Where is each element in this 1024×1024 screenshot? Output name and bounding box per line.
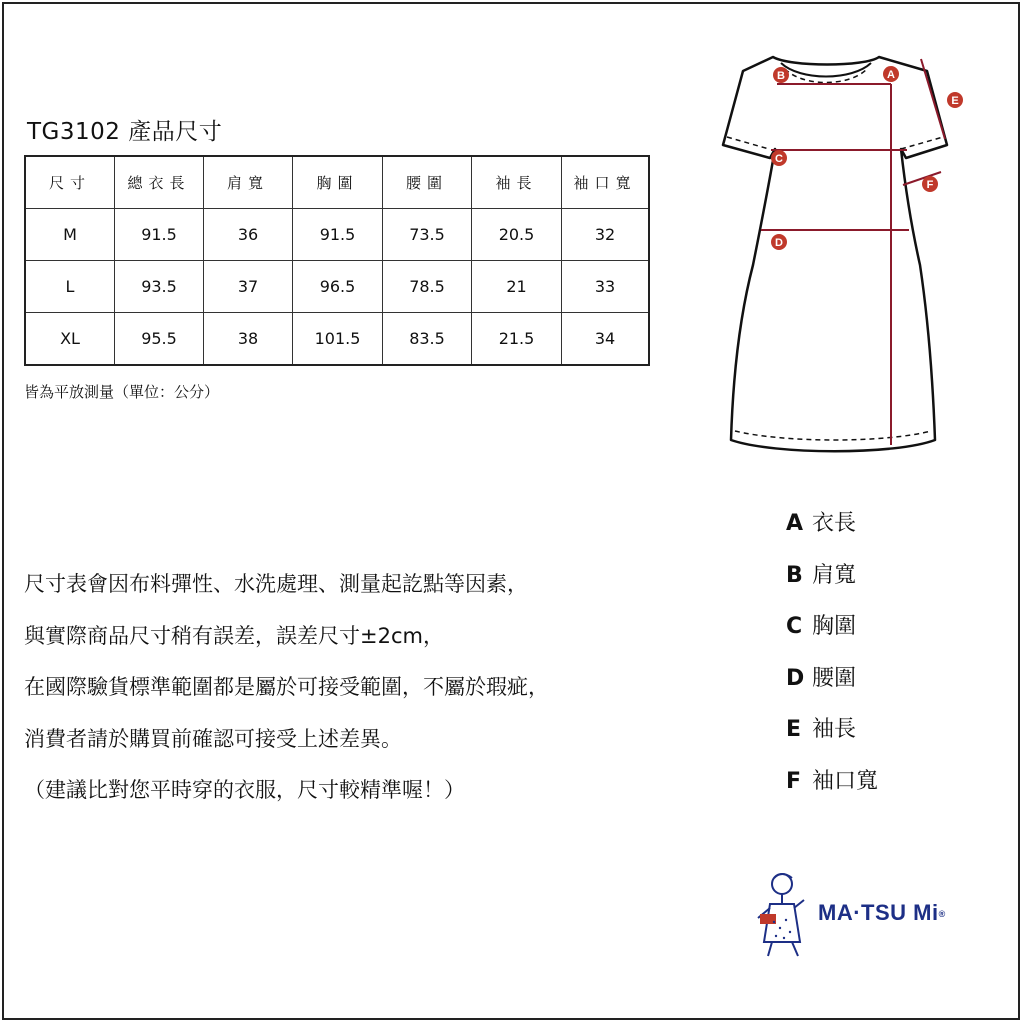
size-disclaimer bbox=[24, 559, 549, 817]
table-cell: 37 bbox=[204, 261, 293, 313]
hem-stitch bbox=[735, 431, 931, 440]
legend-key: D bbox=[786, 665, 805, 691]
header-shoulder: 肩寬 bbox=[204, 156, 293, 209]
table-cell: 33 bbox=[562, 261, 650, 313]
table-cell: 20.5 bbox=[472, 209, 562, 261]
legend-item bbox=[786, 653, 878, 705]
svg-text:F: F bbox=[926, 179, 934, 191]
table-cell: 36 bbox=[204, 209, 293, 261]
svg-text:C: C bbox=[775, 153, 783, 165]
measurement-note: 皆為平放測量（單位：公分） bbox=[24, 383, 220, 401]
disclaimer-line: 消費者請於購買前確認可接受上述差異。 bbox=[24, 726, 402, 751]
table-cell: M bbox=[25, 209, 115, 261]
legend-item bbox=[786, 550, 878, 602]
table-row bbox=[25, 313, 649, 366]
table-cell: 96.5 bbox=[293, 261, 383, 313]
legend-key: F bbox=[786, 768, 802, 794]
brand-mascot-icon bbox=[752, 870, 814, 960]
table-cell: L bbox=[25, 261, 115, 313]
table-cell: 38 bbox=[204, 313, 293, 366]
table-cell: 78.5 bbox=[383, 261, 472, 313]
size-table-header-row bbox=[25, 156, 649, 209]
disclaimer-line: 與實際商品尺寸稍有誤差，誤差尺寸±2cm， bbox=[24, 623, 444, 648]
header-sleeve-length: 袖長 bbox=[472, 156, 562, 209]
header-waist: 腰圍 bbox=[383, 156, 472, 209]
table-cell: 93.5 bbox=[115, 261, 204, 313]
disclaimer-line: 尺寸表會因布料彈性、水洗處理、測量起訖點等因素， bbox=[24, 572, 528, 596]
table-cell: 91.5 bbox=[293, 209, 383, 261]
table-cell: 83.5 bbox=[383, 313, 472, 366]
table-row bbox=[25, 261, 649, 313]
header-total-length: 總衣長 bbox=[115, 156, 204, 209]
table-cell: 21.5 bbox=[472, 313, 562, 366]
marker-f bbox=[922, 176, 938, 192]
brand-logo bbox=[818, 900, 946, 926]
marker-b bbox=[773, 67, 789, 83]
legend-item bbox=[786, 601, 878, 653]
table-cell: 34 bbox=[562, 313, 650, 366]
disclaimer-line: 在國際驗貨標準範圍都是屬於可接受範圍，不屬於瑕疵， bbox=[24, 675, 549, 699]
registered-mark: ® bbox=[938, 909, 946, 920]
marker-e bbox=[947, 92, 963, 108]
dress-outline bbox=[723, 57, 947, 451]
header-cuff-width: 袖口寬 bbox=[562, 156, 650, 209]
size-table bbox=[24, 155, 650, 366]
product-title: TG3102 產品尺寸 bbox=[27, 119, 223, 145]
legend-label: 肩寬 bbox=[812, 562, 857, 588]
legend-key: E bbox=[786, 717, 802, 742]
table-cell: 101.5 bbox=[293, 313, 383, 366]
disclaimer-line: （建議比對您平時穿的衣服，尺寸較精準喔！） bbox=[24, 778, 465, 802]
brand-name: MA·TSU Mi bbox=[818, 900, 939, 925]
table-cell: 73.5 bbox=[383, 209, 472, 261]
legend-key: B bbox=[786, 562, 803, 588]
svg-text:E: E bbox=[951, 95, 959, 107]
table-row bbox=[25, 209, 649, 261]
legend-label: 胸圍 bbox=[812, 614, 857, 639]
svg-text:A: A bbox=[887, 69, 895, 81]
marker-c bbox=[771, 150, 787, 166]
legend-key: A bbox=[786, 511, 804, 536]
marker-a bbox=[883, 66, 899, 82]
legend-item bbox=[786, 756, 878, 808]
header-chest: 胸圍 bbox=[293, 156, 383, 209]
legend-key: C bbox=[786, 614, 803, 639]
legend-item bbox=[786, 704, 878, 756]
legend-label: 腰圍 bbox=[812, 665, 857, 691]
table-cell: 91.5 bbox=[115, 209, 204, 261]
table-cell: 21 bbox=[472, 261, 562, 313]
legend-label: 袖口寬 bbox=[812, 768, 879, 794]
svg-text:B: B bbox=[777, 70, 785, 82]
table-cell: 32 bbox=[562, 209, 650, 261]
svg-text:D: D bbox=[775, 237, 783, 249]
sleeve-line bbox=[921, 59, 945, 139]
table-cell: 95.5 bbox=[115, 313, 204, 366]
header-size: 尺寸 bbox=[25, 156, 115, 209]
legend-label: 衣長 bbox=[812, 511, 857, 536]
dress-measurement-diagram bbox=[715, 45, 975, 465]
legend-label: 袖長 bbox=[812, 717, 857, 742]
table-cell: XL bbox=[25, 313, 115, 366]
legend-item bbox=[786, 498, 878, 550]
measurement-legend bbox=[786, 498, 878, 807]
marker-d bbox=[771, 234, 787, 250]
